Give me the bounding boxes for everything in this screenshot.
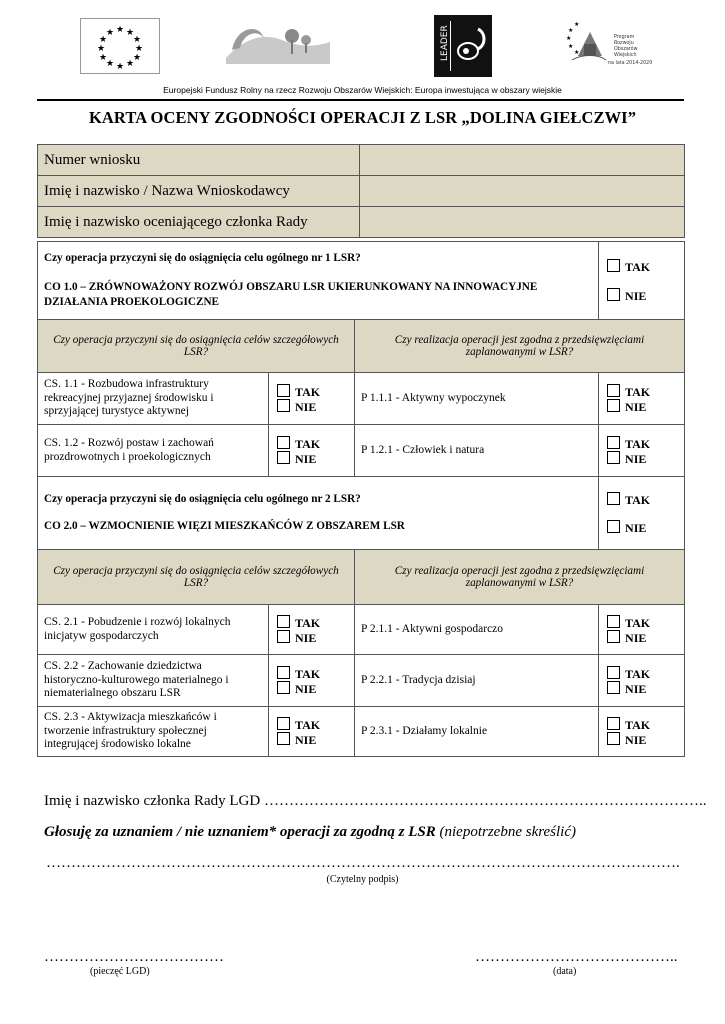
p-1-2-1-yes-option[interactable]: TAK [607, 436, 678, 451]
checkbox[interactable] [277, 436, 290, 449]
checkbox[interactable] [607, 681, 620, 694]
cs-1-2-yes-option[interactable]: TAK [277, 436, 348, 451]
p-2-2-1-no-option[interactable]: NIE [607, 681, 678, 696]
p-2-3-1-no-option[interactable]: NIE [607, 732, 678, 747]
checkbox[interactable] [607, 436, 620, 449]
cs-2-3-no-option[interactable]: NIE [277, 732, 348, 747]
checkbox[interactable] [607, 384, 620, 397]
info-row [38, 145, 685, 176]
checkbox[interactable] [607, 615, 620, 628]
goal-1-question: Czy operacja przyczyni się do osiągnięcia celu ogólnego nr 1 LSR? [44, 252, 361, 264]
cs-2-3-yes-option[interactable]: TAK [277, 717, 348, 732]
leader-logo-text: LEADER [440, 25, 450, 61]
cs-1-2-no-option[interactable]: NIE [277, 451, 348, 466]
date-line[interactable]: ………………………………….. [475, 949, 678, 965]
checkbox[interactable] [607, 451, 620, 464]
specific-goals-header: Czy operacja przyczyni się do osiągnięcia celów szczegółowych LSR? [38, 550, 355, 605]
specific-goal-text: CS. 2.3 - Aktywizacja mieszkańców i tworzenie infrastruktury społecznej integrującej środowisko lokalne [38, 707, 269, 757]
svg-text:★: ★ [566, 35, 572, 42]
goal-1-no-option[interactable]: NIE [607, 288, 678, 303]
table-row [38, 655, 685, 707]
svg-text:★: ★ [132, 35, 142, 45]
checkbox[interactable] [607, 666, 620, 679]
lgd-dolina-gielczwi-logo [222, 20, 334, 72]
goal-2-cell [38, 477, 599, 550]
goal-2-no-option[interactable]: NIE [607, 520, 678, 535]
applicant-name-field[interactable] [360, 176, 685, 207]
info-label: Numer wniosku [38, 145, 360, 176]
p-2-1-1-no-option[interactable]: NIE [607, 630, 678, 645]
cs-1-1-no-option[interactable]: NIE [277, 399, 348, 414]
p-2-1-1-yes-option[interactable]: TAK [607, 615, 678, 630]
info-row [38, 176, 685, 207]
goal-2-yes-option[interactable]: TAK [607, 492, 678, 507]
council-member-name-line[interactable]: Imię i nazwisko członka Rady LGD …………………………………………………………………………….. [44, 793, 707, 809]
svg-text:★: ★ [98, 53, 108, 63]
project-text: P 2.3.1 - Działamy lokalnie [355, 707, 599, 757]
evaluator-name-field[interactable] [360, 207, 685, 238]
eu-flag-logo [80, 18, 160, 74]
svg-text:★: ★ [132, 53, 142, 63]
svg-text:★: ★ [574, 49, 580, 56]
projects-header: Czy realizacja operacji jest zgodna z przedsięwzięciami zaplanowanymi w LSR? [355, 320, 685, 373]
checkbox[interactable] [277, 666, 290, 679]
cs-2-2-yes-option[interactable]: TAK [277, 666, 348, 681]
cs-2-1-yes-option[interactable]: TAK [277, 615, 348, 630]
projects-header: Czy realizacja operacji jest zgodna z przedsięwzięciami zaplanowanymi w LSR? [355, 550, 685, 605]
checkbox[interactable] [607, 288, 620, 301]
header-divider [37, 99, 684, 101]
specific-goal-text: CS. 2.1 - Pobudzenie i rozwój lokalnych inicjatyw gospodarczych [38, 605, 269, 655]
goal-1-yes-option[interactable]: TAK [607, 259, 678, 274]
prow-line-3: Obszarów [614, 47, 638, 52]
svg-text:★: ★ [98, 35, 108, 45]
specific-goals-header: Czy operacja przyczyni się do osiągnięcia celów szczegółowych LSR? [38, 320, 355, 373]
vote-statement-main: Głosuję za uznaniem / nie uznaniem* operacji za zgodną z LSR [44, 824, 436, 840]
cs-2-2-no-option[interactable]: NIE [277, 681, 348, 696]
cs-2-1-no-option[interactable]: NIE [277, 630, 348, 645]
vote-statement [44, 824, 576, 841]
cs-1-1-yes-option[interactable]: TAK [277, 384, 348, 399]
specific-goal-text: CS. 1.1 - Rozbudowa infrastruktury rekreacyjnej przyjaznej środowisku i sprzyjającej turystyce aktywnej [38, 373, 269, 425]
specific-goal-text: CS. 1.2 - Rozwój postaw i zachowań prozdrowotnych i proekologicznych [38, 425, 269, 477]
signature-line[interactable]: ………………………………………………………………………………………………………………. [46, 855, 680, 871]
goal-1-cell [38, 242, 599, 320]
svg-text:★: ★ [125, 28, 135, 38]
svg-text:★: ★ [96, 44, 106, 54]
checkbox[interactable] [607, 717, 620, 730]
checkbox[interactable] [277, 451, 290, 464]
table-row [38, 373, 685, 425]
checkbox[interactable] [277, 732, 290, 745]
svg-text:★: ★ [105, 28, 115, 38]
svg-text:★: ★ [115, 62, 125, 72]
goal-1-title: CO 1.0 – ZRÓWNOWAŻONY ROZWÓJ OBSZARU LSR UKIERUNKOWANY NA INNOWACYJNE DZIAŁANIA PROEKOLOGICZNE [44, 281, 538, 308]
prow-logo [562, 18, 652, 76]
goal-1-table [37, 241, 685, 757]
stamp-line[interactable]: ……………………………… [44, 949, 224, 965]
checkbox[interactable] [607, 732, 620, 745]
p-1-1-1-yes-option[interactable]: TAK [607, 384, 678, 399]
date-label: (data) [553, 966, 577, 977]
info-label: Imię i nazwisko / Nazwa Wnioskodawcy [38, 176, 360, 207]
info-row [38, 207, 685, 238]
info-label: Imię i nazwisko oceniającego członka Rady [38, 207, 360, 238]
goal-2-question: Czy operacja przyczyni się do osiągnięcia celu ogólnego nr 2 LSR? [44, 493, 361, 505]
svg-text:★: ★ [574, 21, 580, 28]
prow-line-4: Wiejskich [614, 53, 637, 58]
specific-goal-text: CS. 2.2 - Zachowanie dziedzictwa historyczno-kulturowego materialnego i niematerialnego obszaru LSR [38, 655, 269, 707]
application-number-field[interactable] [360, 145, 685, 176]
checkbox[interactable] [607, 630, 620, 643]
goal-2-choice [599, 477, 685, 550]
prow-line-5: na lata 2014-2020 [608, 61, 652, 66]
checkbox[interactable] [607, 399, 620, 412]
prow-line-2: Rozwoju [614, 41, 634, 46]
svg-text:★: ★ [115, 25, 125, 35]
table-row [38, 605, 685, 655]
checkbox[interactable] [277, 630, 290, 643]
checkbox[interactable] [277, 399, 290, 412]
project-text: P 2.1.1 - Aktywni gospodarczo [355, 605, 599, 655]
svg-text:★: ★ [134, 44, 144, 54]
signature-label: (Czytelny podpis) [326, 874, 399, 885]
table-row [38, 707, 685, 757]
stamp-label: (pieczęć LGD) [90, 966, 150, 977]
project-text: P 1.2.1 - Człowiek i natura [355, 425, 599, 477]
applicant-info-table [37, 144, 685, 238]
project-text: P 1.1.1 - Aktywny wypoczynek [355, 373, 599, 425]
goal-2-title: CO 2.0 – WZMOCNIENIE WIĘZI MIESZKAŃCÓW Z OBSZAREM LSR [44, 520, 405, 532]
funding-text: Europejski Fundusz Rolny na rzecz Rozwoju Obszarów Wiejskich: Europa inwestująca w obszary wiejskie [163, 85, 562, 95]
table-row [38, 425, 685, 477]
checkbox[interactable] [277, 384, 290, 397]
project-text: P 2.2.1 - Tradycja dzisiaj [355, 655, 599, 707]
checkbox[interactable] [607, 520, 620, 533]
checkbox[interactable] [607, 259, 620, 272]
p-1-2-1-no-option[interactable]: NIE [607, 451, 678, 466]
leader-logo [434, 15, 492, 77]
p-2-2-1-yes-option[interactable]: TAK [607, 666, 678, 681]
svg-text:★: ★ [105, 59, 115, 69]
svg-text:★: ★ [568, 43, 574, 50]
p-1-1-1-no-option[interactable]: NIE [607, 399, 678, 414]
svg-text:★: ★ [568, 27, 574, 34]
p-2-3-1-yes-option[interactable]: TAK [607, 717, 678, 732]
checkbox[interactable] [277, 717, 290, 730]
checkbox[interactable] [277, 615, 290, 628]
goal-1-choice [599, 242, 685, 320]
page-title: KARTA OCENY ZGODNOŚCI OPERACJI Z LSR „DOLINA GIEŁCZWI” [88, 108, 637, 127]
checkbox[interactable] [607, 492, 620, 505]
vote-statement-note: (niepotrzebne skreślić) [439, 824, 576, 840]
svg-text:★: ★ [125, 59, 135, 69]
checkbox[interactable] [277, 681, 290, 694]
prow-line-1: Program [614, 35, 635, 40]
